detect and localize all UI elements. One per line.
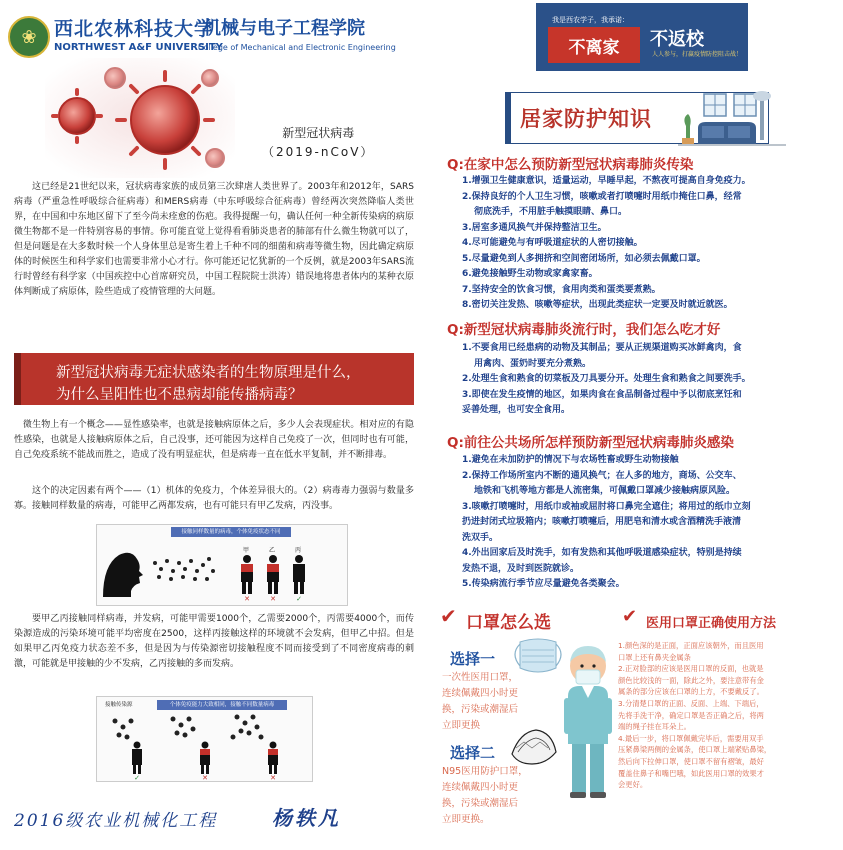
medical-instruction-line: 端的绳子挂在耳朵上。 — [618, 722, 691, 732]
q3-list — [462, 453, 832, 593]
slogan-not-return-school: 不返校 — [650, 29, 704, 50]
medical-instruction-line: 属条的部分应该在口罩的上方，不要戴反了。 — [618, 687, 764, 697]
q1-item-2-cont: 彻底洗手，不用脏手触摸眼睛、鼻口。 — [474, 207, 628, 217]
choice-2-line: 立即更换。 — [442, 814, 490, 825]
medical-instruction-line: 先将手洗干净，确定口罩是否正确之后，将两 — [618, 710, 764, 720]
q2-item-3: 3.即使在发生疫情的地区，如果肉食在食品制备过程中予以彻底烹饪和 — [462, 389, 742, 400]
medical-mask-usage-heading: 医用口罩正确使用方法 — [646, 616, 777, 631]
svg-text:✕: ✕ — [202, 774, 208, 781]
q3-item-4: 4.外出回家后及时洗手，如有发热和其他呼吸道感染症状，特别是持续 — [462, 548, 742, 558]
svg-text:✕: ✕ — [270, 774, 276, 781]
q2-item-2: 2.处理生食和熟食的切菜板及刀具要分开。处理生食和熟食之间要洗手。 — [462, 374, 751, 384]
svg-text:✓: ✓ — [134, 774, 140, 781]
choice-2-line: N95医用防护口罩， — [442, 766, 528, 777]
choice-2-line: 连续佩戴四小时更 — [442, 782, 519, 793]
college-name-cn: 机械与电子工程学院 — [203, 18, 365, 39]
q3-item-2-cont: 地铁和飞机等地方都是人流密集，可佩戴口罩减少接触病原风险。 — [474, 486, 736, 496]
virus-title — [262, 124, 374, 162]
virus-illustration — [45, 58, 235, 178]
svg-text:✕: ✕ — [270, 595, 276, 603]
q2-item-1: 1.不要食用已经患病的动物及其制品；要从正规渠道购买冰鲜禽肉，食 — [462, 343, 742, 353]
choice-1-line: 连续佩戴四小时更 — [442, 688, 519, 699]
illus2-left-label: 接触传染源 — [105, 702, 133, 708]
q3-item-3: 3.咳嗽打喷嚏时，用纸巾或袖或屈肘将口鼻完全遮住；将用过的纸巾立刻 — [462, 501, 751, 512]
q1-item-5: 5.尽量避免到人多拥挤和空间密闭场所，如必须去佩戴口罩。 — [462, 253, 706, 264]
illus2-caption: 个体免疫能力大致相同，接触不同数量病毒 — [157, 700, 287, 710]
factors-paragraph — [14, 484, 414, 514]
medical-instruction-line: 然后向下拉伸口罩，使口罩不留有褶皱，最好 — [618, 756, 764, 766]
infection-paragraph — [14, 418, 414, 463]
q1-item-4: 4.尽可能避免与有呼吸道症状的人密切接触。 — [462, 238, 643, 248]
intro-paragraph — [14, 180, 414, 300]
q3-item-2: 2.保持工作场所室内不断的通风换气；在人多的地方，商场、公交车、 — [462, 470, 742, 481]
q2-item-3-cont: 妥善处理，也可安全食用。 — [462, 405, 571, 415]
section-banner-asymptomatic — [14, 353, 414, 405]
q3-item-5: 5.传染病流行季节应尽量避免各类聚会。 — [462, 579, 625, 589]
medical-instruction-line: 会更好。 — [618, 780, 648, 790]
q1-item-1: 1.增强卫生健康意识，适量运动，早睡早起，不熬夜可提高自身免疫力。 — [462, 176, 751, 186]
check-mark-icon: ✔ — [440, 604, 457, 628]
virus-title-line-2: （2019-nCoV） — [262, 145, 375, 159]
q1-item-2: 2.保持良好的个人卫生习惯，咳嗽或者打喷嚏时用纸巾掩住口鼻，经常 — [462, 191, 742, 202]
stay-home-slogan — [536, 3, 748, 71]
slogan-not-leave-home: 不离家 — [548, 27, 640, 63]
medical-mask-instructions — [618, 640, 813, 791]
surgical-mask-icon — [510, 634, 566, 678]
dose-paragraph-text: 要甲乙丙接触同样病毒，并发病，可能甲需要1000个，乙需要2000个，丙需要4000个，而传染源造成的污染环境可能平均密度在2500，这样丙接触这样的环境就不会发病，但甲乙中招。但是如果甲乙丙免疫力状态差不多，但是因为与传染源密切接触程度不同而接受到了不同密度病毒的刺激，可能就是甲接触的少不发病，乙丙接触的多而发病。 — [14, 614, 414, 669]
q1-list — [462, 174, 832, 314]
immunity-illustration-1 — [96, 524, 348, 606]
q2-list — [462, 341, 832, 419]
q2-item-1-cont: 用禽肉、蛋奶时要充分煮熟。 — [474, 358, 592, 369]
banner-line-1: 新型冠状病毒无症状感染者的生物原理是什么， — [56, 365, 361, 381]
q3-heading: Q:前往公共场所怎样预防新型冠状病毒肺炎感染 — [447, 435, 734, 451]
medical-instruction-line: 1.颜色深的是正面，正面应该朝外，而且医用 — [618, 641, 764, 650]
title-accent-bar — [506, 93, 511, 143]
q3-item-3-cont: 扔进封闭式垃圾箱内；咳嗽打喷嚏后，用肥皂和清水或含酒精洗手液清 — [462, 517, 742, 527]
medical-instruction-line: 2.正对脸部的应该是医用口罩的反面，也就是 — [618, 664, 764, 674]
q3-item-4-cont: 发热不退，及时到医院就诊。 — [462, 563, 580, 574]
medical-instruction-line: 颜色比较浅的一面，除此之外，要注意带有金 — [618, 675, 764, 685]
illus1-caption: 接触同样数量的病毒，个体免疫状态不同 — [171, 527, 291, 537]
virus-title-line-1: 新型冠状病毒 — [282, 126, 355, 140]
intro-paragraph-text: 这已经是21世纪以来，冠状病毒家族的成员第三次肆虐人类世界了。2003年和2012年，SARS病毒（严重急性呼吸综合征病毒）和MERS病毒（中东呼吸综合征病毒）曾经两次突然降临人类世界，在中国和中东地区留下了至今尚未痊愈的伤疤。我得提醒一句，确认任何一种全新传染病的病原微生物都不是一件特别容易的事情。你可能直觉上觉得看看肺炎患者的肺部有什么微生物就可以了，但是问题是在大多数时候一个人身体里总是寄生着上千种不同的细菌和病毒等微生物，因此确定病原体的时候医生和科学家们也需要非常小心才行。你可能还记忆犹新的一个反例，就是2003年SARS流行时曾经有科学家（中国疾控中心首席研究员，中国工程院院士洪涛）错误地将患者体内的某种衣原体判断成了病原体，险些造成了疫情管理的大问题。 — [14, 182, 414, 297]
medical-instruction-line: 3.分清楚口罩的正面、反面、上端、下端后， — [618, 698, 764, 708]
college-name-en: College of Mechanical and Electronic Engineering — [198, 43, 396, 52]
q1-item-6: 6.避免接触野生动物或家禽家畜。 — [462, 269, 598, 279]
choice-1-line: 立即更换 — [442, 720, 481, 731]
factors-paragraph-text: 这个的决定因素有两个——（1）机体的免疫力，个体差异很大的。（2）病毒毒力强弱与数量多寡。接触同样数量的病毒，可能甲乙两都发病，也有可能只有甲乙发病，丙没事。 — [14, 486, 414, 511]
banner-line-2: 为什么呈阳性也不患病却能传播病毒？ — [56, 387, 303, 403]
doctor-illustration — [560, 640, 616, 802]
living-room-illustration — [678, 88, 786, 150]
choice-2-line: 换，污染或潮湿后 — [442, 798, 519, 809]
university-emblem-icon: ❀ — [8, 16, 50, 58]
illus1-label-yi: 乙 — [269, 547, 276, 554]
svg-text:✓: ✓ — [296, 595, 302, 603]
medical-instruction-line: 压紧鼻梁两侧的金属条，使口罩上端紧贴鼻梁， — [618, 745, 772, 755]
banner-accent-bar — [14, 353, 21, 405]
home-protection-title: 居家防护知识 — [520, 107, 652, 131]
q1-item-7: 7.坚持安全的饮食习惯，食用肉类和蛋类要煮熟。 — [462, 284, 661, 295]
medical-instruction-line: 覆盖住鼻子和嘴巴哦，如此医用口罩的效果才 — [618, 768, 764, 778]
slogan-pledge: 我是西农学子，我承诺： — [552, 16, 629, 24]
dose-paragraph — [14, 612, 414, 672]
medical-instruction-line: 口罩上还有鼻夹金属条 — [618, 652, 691, 662]
q1-item-3: 3.居室多通风换气并保持整洁卫生。 — [462, 222, 607, 233]
svg-text:✕: ✕ — [244, 595, 250, 603]
q1-item-8: 8.密切关注发热、咳嗽等症状，出现此类症状一定要及时就近就医。 — [462, 300, 733, 310]
choice-1-line: 换，污染或潮湿后 — [442, 704, 519, 715]
illus1-label-jia: 甲 — [243, 547, 250, 554]
n95-mask-icon — [506, 724, 562, 768]
q3-item-1: 1.避免在未加防护的情况下与农场牲畜或野生动物接触 — [462, 455, 679, 465]
mask-choice-heading: 口罩怎么选 — [466, 613, 551, 633]
medical-instruction-line: 4.最后一步，将口罩佩戴完毕后，需要用双手 — [618, 733, 764, 743]
school-name-en: NORTHWEST A&F UNIVERSITY — [54, 42, 223, 53]
infection-paragraph-text: 微生物上有一个概念——显性感染率，也就是接触病原体之后，多少人会表现症状。相对应的有隐性感染，也就是人接触病原体之后，自己没事，还可能因为这样自己免疫了一次，但同时也有可能，自己免疫系统不能战而胜之，造成了没有明显症状，但是病毒一直在低水平复制，并不断排毒。 — [14, 420, 414, 460]
author-class: 2016级农业机械化工程 — [14, 811, 218, 831]
school-name-cn: 西北农林科技大学 — [54, 18, 215, 40]
immunity-illustration-2 — [96, 696, 313, 782]
choice-1-title: 选择一 — [450, 650, 496, 668]
illus1-label-bing: 丙 — [295, 547, 302, 554]
choice-2-title: 选择二 — [450, 744, 496, 762]
slogan-subline: 人人参与，打赢疫情防控阻击战！ — [652, 51, 743, 58]
q3-item-3-cont2: 洗双手。 — [462, 532, 499, 543]
author-name: 杨轶凡 — [272, 806, 341, 830]
q2-heading: Q:新型冠状病毒肺炎流行时，我们怎么吃才好 — [447, 322, 721, 338]
choice-2-text — [442, 764, 528, 828]
check-mark-icon: ✔ — [622, 606, 638, 627]
choice-1-line: 一次性医用口罩， — [442, 672, 519, 683]
q1-heading: Q:在家中怎么预防新型冠状病毒肺炎传染 — [447, 157, 694, 173]
